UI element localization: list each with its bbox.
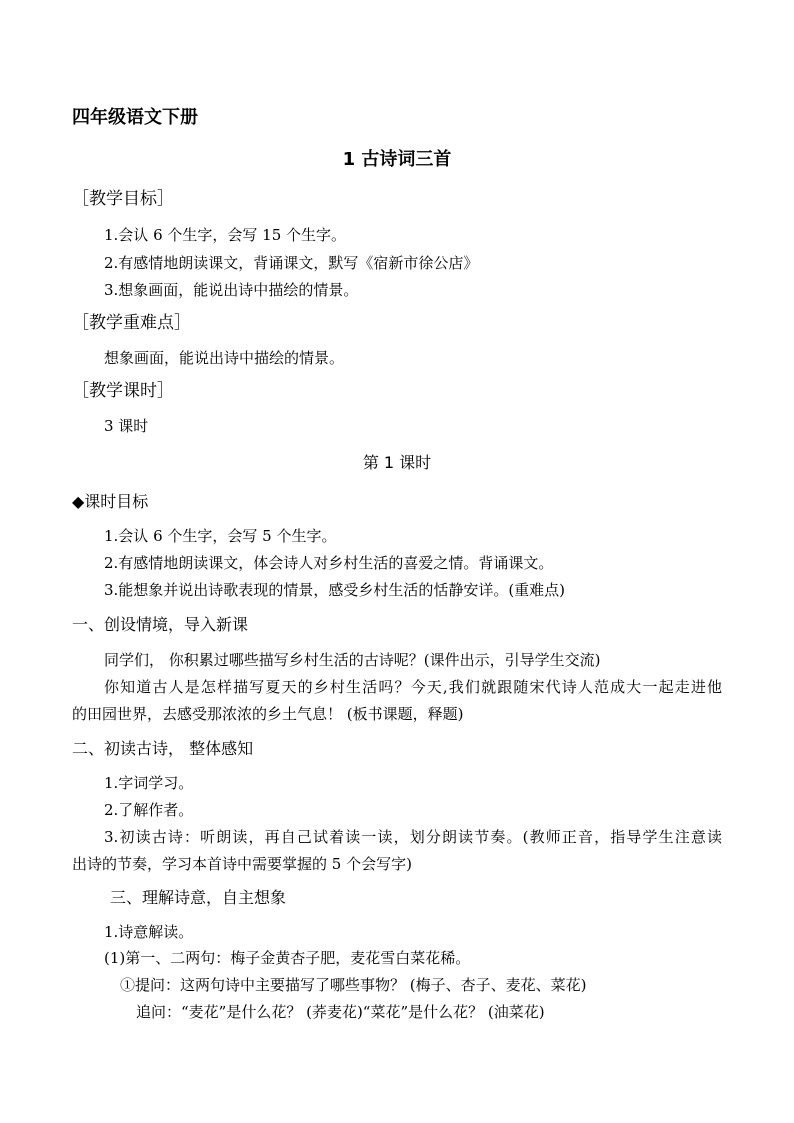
section2-item: 2.了解作者。 xyxy=(104,801,194,819)
period-goals-heading: ◆课时目标 xyxy=(72,492,149,511)
goal-item: 3.想象画面，能说出诗中描绘的情景。 xyxy=(104,281,359,299)
period-goal-item: 2.有感情地朗读课文，体会诗人对乡村生活的喜爱之情。背诵课文。 xyxy=(104,554,554,572)
grade-title: 四年级语文下册 xyxy=(72,107,198,128)
goal-item: 2.有感情地朗读课文，背诵课文，默写《宿新市徐公店》 xyxy=(104,254,479,272)
section3-heading: 三、理解诗意，自主想象 xyxy=(110,888,287,907)
key-points-heading: ［教学重难点］ xyxy=(72,313,191,333)
section3-subitem: (1)第一、二两句：梅子金黄杏子肥，麦花雪白菜花稀。 xyxy=(104,949,471,967)
section2-item: 出诗的节奏，学习本首诗中需要掌握的 5 个会写字) xyxy=(72,855,412,873)
section2-heading: 二、初读古诗， 整体感知 xyxy=(72,739,254,758)
section3-item: 1.诗意解读。 xyxy=(104,923,194,941)
period-goal-item: 1.会认 6 个生字，会写 5 个生字。 xyxy=(104,527,337,545)
section3-question: ①提问：这两句诗中主要描写了哪些事物？ (梅子、杏子、麦花、菜花) xyxy=(120,976,587,994)
section2-item: 1.字词学习。 xyxy=(104,774,194,792)
hours-heading: ［教学课时］ xyxy=(72,381,174,401)
section1-para: 你知道古人是怎样描写夏天的乡村生活吗？今天,我们就跟随宋代诗人范成大一起走进他 xyxy=(104,678,722,696)
lesson-title: 1 古诗词三首 xyxy=(342,149,452,170)
section2-item: 3.初读古诗：听朗读，再自己试着读一读，划分朗读节奏。(教师正音，指导学生注意读 xyxy=(104,828,722,846)
section1-heading: 一、创设情境，导入新课 xyxy=(72,615,249,634)
goal-item: 1.会认 6 个生字，会写 15 个生字。 xyxy=(104,226,347,244)
period-goal-item: 3.能想象并说出诗歌表现的情景，感受乡村生活的恬静安详。(重难点) xyxy=(104,581,566,599)
key-points-text: 想象画面，能说出诗中描绘的情景。 xyxy=(104,349,345,367)
goals-heading: ［教学目标］ xyxy=(72,189,174,209)
section1-para: 同学们， 你积累过哪些描写乡村生活的古诗呢？(课件出示，引导学生交流) xyxy=(104,651,601,669)
period-title: 第 1 课时 xyxy=(362,453,432,472)
section3-question: 追问：“麦花”是什么花？ (荞麦花)“菜花”是什么花？ (油菜花) xyxy=(136,1003,545,1021)
hours-text: 3 课时 xyxy=(104,417,149,435)
section1-para: 的田园世界，去感受那浓浓的乡土气息！ (板书课题，释题) xyxy=(72,705,464,723)
